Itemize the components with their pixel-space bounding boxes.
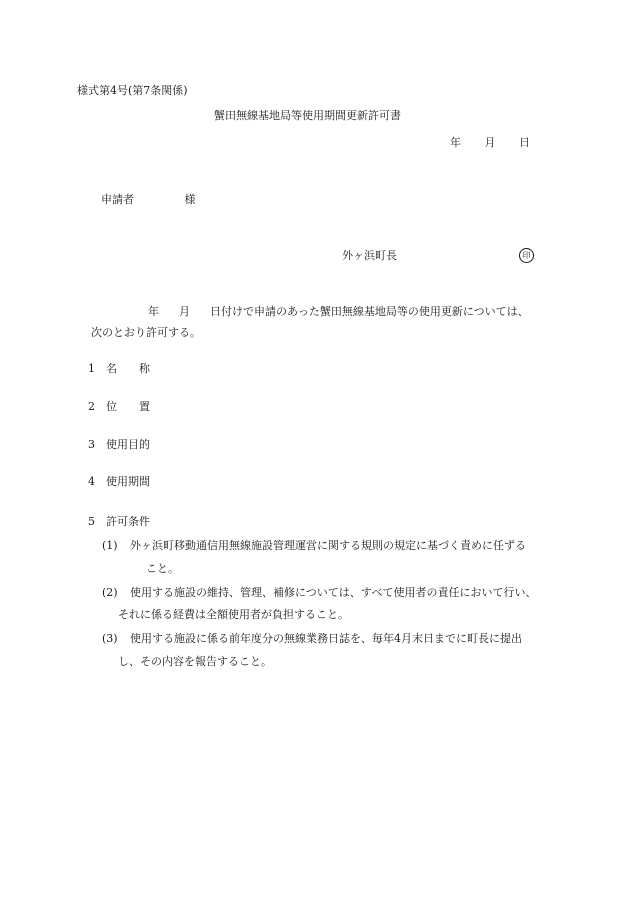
- condition-2-line-1: [102, 587, 537, 598]
- item-label: 位 置: [106, 400, 150, 413]
- condition-2-line-2: それに係る経費は全額使用者が負担すること。: [118, 608, 349, 621]
- condition-text: 使用する施設に係る前年度分の無線業務日誌を、毎年4月末日までに町長に提出: [130, 632, 522, 645]
- condition-text: 外ヶ浜町移動通信用無線施設管理運営に関する規則の規定に基づく責めに任ずる: [130, 539, 526, 552]
- item-conditions: [88, 516, 150, 527]
- issuer-name: 外ヶ浜町長: [342, 249, 397, 262]
- date-day: 日: [519, 136, 530, 149]
- item-label: 使用期間: [106, 475, 150, 488]
- condition-1-line-1: [102, 540, 526, 551]
- condition-number: (2): [102, 586, 118, 599]
- seal-mark: 印: [519, 248, 534, 263]
- item-number: 2: [88, 400, 95, 413]
- body-month: 月: [179, 305, 190, 318]
- item-period: [88, 476, 150, 487]
- date-year: 年: [450, 136, 461, 149]
- condition-number: (3): [102, 632, 118, 645]
- item-number: 5: [88, 515, 95, 528]
- item-purpose: [88, 439, 150, 450]
- condition-3-line-2: し、その内容を報告すること。: [118, 655, 272, 668]
- item-label: 名 称: [106, 362, 150, 375]
- document-title: 蟹田無線基地局等使用期間更新許可書: [214, 109, 401, 122]
- condition-number: (1): [102, 539, 118, 552]
- form-number: 様式第4号(第7条関係): [77, 84, 188, 97]
- body-text-line-2: 次のとおり許可する。: [91, 326, 201, 339]
- item-number: 1: [88, 362, 95, 375]
- item-name: [88, 363, 150, 374]
- applicant-honorific: 様: [184, 193, 196, 206]
- applicant-label: 申請者: [101, 193, 134, 206]
- item-label: 使用目的: [106, 438, 150, 451]
- body-year: 年: [148, 305, 159, 318]
- condition-3-line-1: [102, 633, 522, 644]
- item-label: 許可条件: [106, 515, 150, 528]
- item-number: 4: [88, 475, 95, 488]
- item-number: 3: [88, 438, 95, 451]
- applicant-line: [101, 194, 196, 205]
- issue-date: [450, 137, 530, 148]
- body-text: 日付けで申請のあった蟹田無線基地局等の使用更新については、: [210, 305, 529, 318]
- item-location: [88, 401, 150, 412]
- condition-1-line-2: こと。: [146, 562, 179, 575]
- body-text-line-1: [148, 306, 529, 317]
- date-month: 月: [484, 136, 496, 149]
- condition-text: 使用する施設の維持、管理、補修については、すべて使用者の責任において行い、: [130, 586, 537, 599]
